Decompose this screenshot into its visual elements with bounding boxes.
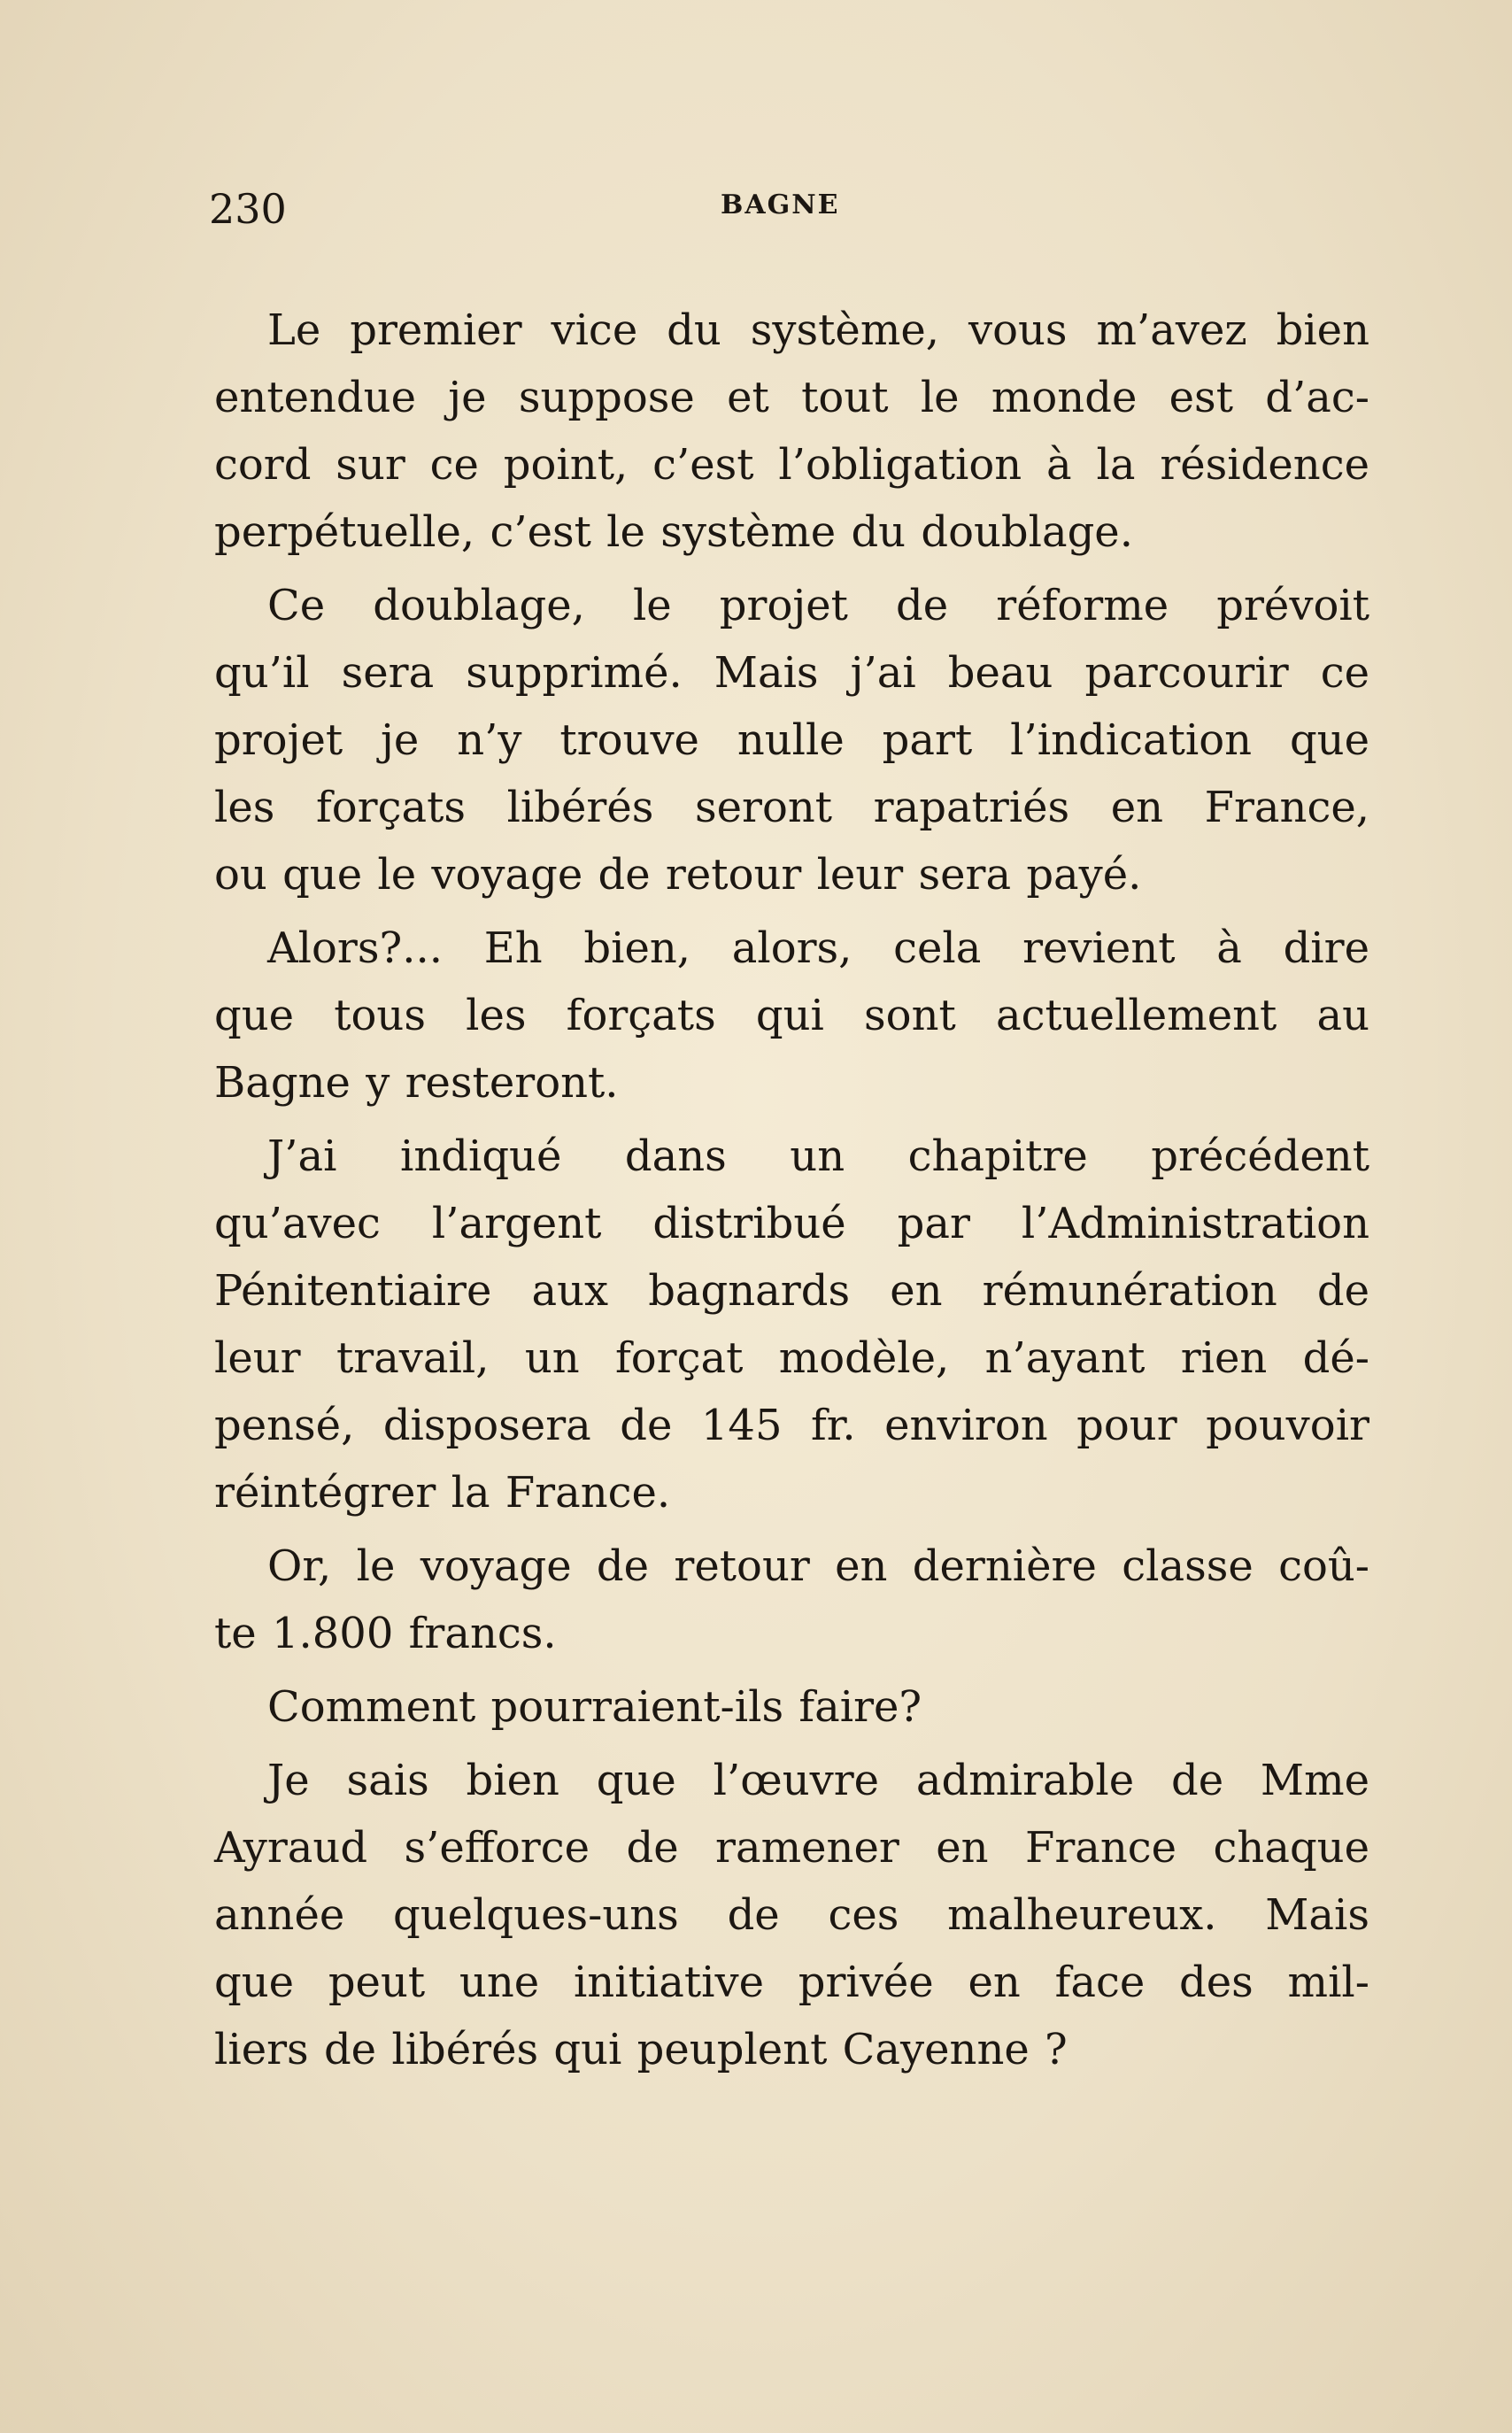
text-line: Je sais bien que l’œuvre admirable de Mme	[267, 1756, 1369, 1805]
running-title: BAGNE	[721, 189, 840, 220]
text-line: Or, le voyage de retour en dernière classe coû-	[267, 1541, 1369, 1591]
text-line: Le premier vice du système, vous m’avez bien	[267, 305, 1369, 355]
paragraph	[214, 915, 1369, 1116]
text-line: année quelques-uns de ces malheureux. Mais	[214, 1890, 1369, 1940]
body-text	[214, 297, 1369, 2089]
text-line: Pénitentiaire aux bagnards en rémunération de	[214, 1266, 1369, 1316]
text-line: perpétuelle, c’est le système du doublage.	[214, 507, 1133, 557]
text-line: que tous les forçats qui sont actuellement au	[214, 991, 1369, 1040]
text-line: cord sur ce point, c’est l’obligation à la résidence	[214, 440, 1369, 490]
paragraph	[214, 572, 1369, 908]
text-line: que peut une initiative privée en face des mil-	[214, 1958, 1369, 2007]
paragraph	[214, 297, 1369, 566]
text-line: entendue je suppose et tout le monde est d’ac-	[214, 373, 1369, 422]
paragraph	[214, 1747, 1369, 2083]
paragraph	[214, 1123, 1369, 1526]
text-line: Ayraud s’efforce de ramener en France chaque	[214, 1823, 1369, 1873]
text-line: Comment pourraient-ils faire?	[267, 1682, 922, 1732]
text-line: Bagne y resteront.	[214, 1058, 619, 1108]
text-line: qu’avec l’argent distribué par l’Administration	[214, 1199, 1369, 1248]
text-line: qu’il sera supprimé. Mais j’ai beau parcourir ce	[214, 648, 1369, 698]
text-line: ou que le voyage de retour leur sera payé.	[214, 850, 1142, 900]
text-line: Alors?... Eh bien, alors, cela revient à dire	[267, 923, 1369, 973]
text-line: projet je n’y trouve nulle part l’indication que	[214, 715, 1369, 765]
text-line: les forçats libérés seront rapatriés en France,	[214, 783, 1369, 832]
text-line: pensé, disposera de 145 fr. environ pour pouvoir	[214, 1401, 1369, 1450]
text-line: J’ai indiqué dans un chapitre précédent	[267, 1132, 1369, 1181]
paragraph	[214, 1533, 1369, 1667]
text-line: réintégrer la France.	[214, 1468, 671, 1518]
text-line: Ce doublage, le projet de réforme prévoit	[267, 581, 1369, 630]
page-number: 230	[209, 185, 287, 233]
paragraph	[214, 1673, 1369, 1741]
text-line: liers de libérés qui peuplent Cayenne ?	[214, 2025, 1068, 2074]
text-line: leur travail, un forçat modèle, n’ayant rien dé-	[214, 1333, 1369, 1383]
text-line: te 1.800 francs.	[214, 1609, 557, 1658]
